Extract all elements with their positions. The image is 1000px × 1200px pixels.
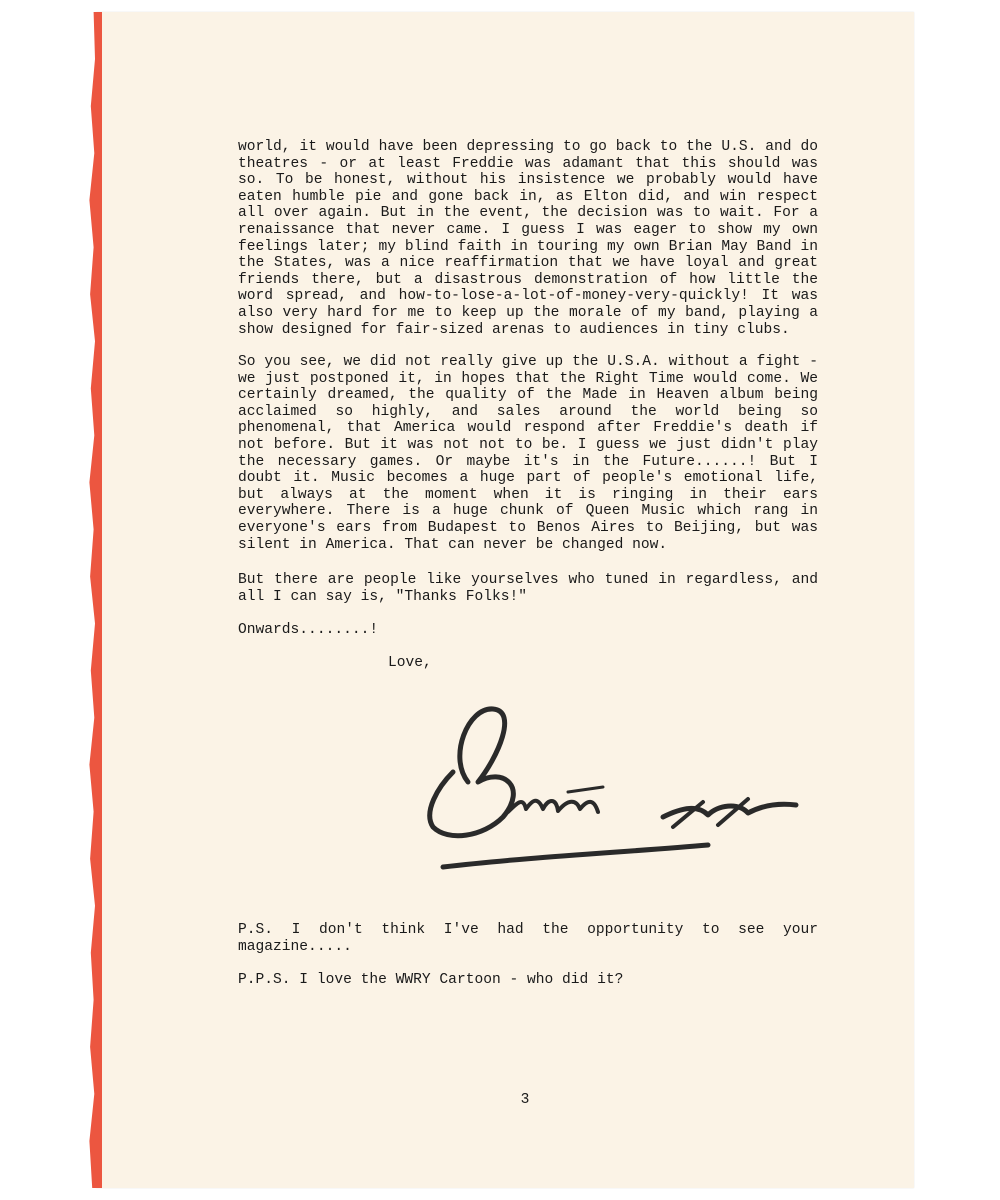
- post-postscript: P.P.S. I love the WWRY Cartoon - who did it?: [238, 972, 624, 988]
- postscript: P.S. I don't think I've had the opportunity to see your magazine.....: [238, 922, 818, 955]
- paragraph-1: world, it would have been depressing to go back to the U.S. and do theatres - or at least Freddie was adamant that this should was so. To be honest, without his insistence we probably would have eaten humble pie and gone back in, as Elton did, and win respect all over again. But in the event, the decision was to wait. For a renaissance that never came. I guess I was eager to show my own feelings later; my blind faith in touring my own Brian May Band in the States, was a nice reaffirmation that we have loyal and great friends there, but a disastrous demonstration of how little the word spread, and how-to-lose-a-lot-of-money-very-quickly! It was also very hard for me to keep up the morale of my band, playing a show designed for fair-sized arenas to audiences in tiny clubs.: [238, 139, 818, 338]
- paragraph-3: But there are people like yourselves who tuned in regardless, and all I can say is, "Thanks Folks!": [238, 572, 818, 605]
- closing-love: Love,: [388, 655, 432, 671]
- torn-red-edge: [88, 12, 102, 1188]
- paragraph-2: So you see, we did not really give up the U.S.A. without a fight - we just postponed it, in hopes that the Right Time would come. We certainly dreamed, the quality of the Made in Heaven album being acclaimed so highly, and sales around the world being so phenomenal, that America would respond after Freddie's death if not before. But it was not not to be. I guess we just didn't play the necessary games. Or maybe it's in the Future......! But I doubt it. Music becomes a huge part of people's emotional life, but always at the moment when it is ringing in their ears everywhere. There is a huge chunk of Queen Music which rang in everyone's ears from Budapest to Benos Aires to Beijing, but was silent in America. That can never be changed now.: [238, 354, 818, 553]
- closing-onwards: Onwards........!: [238, 622, 379, 638]
- page-number: 3: [520, 1092, 530, 1108]
- handwritten-signature: [408, 687, 808, 887]
- letter-page: [96, 12, 914, 1188]
